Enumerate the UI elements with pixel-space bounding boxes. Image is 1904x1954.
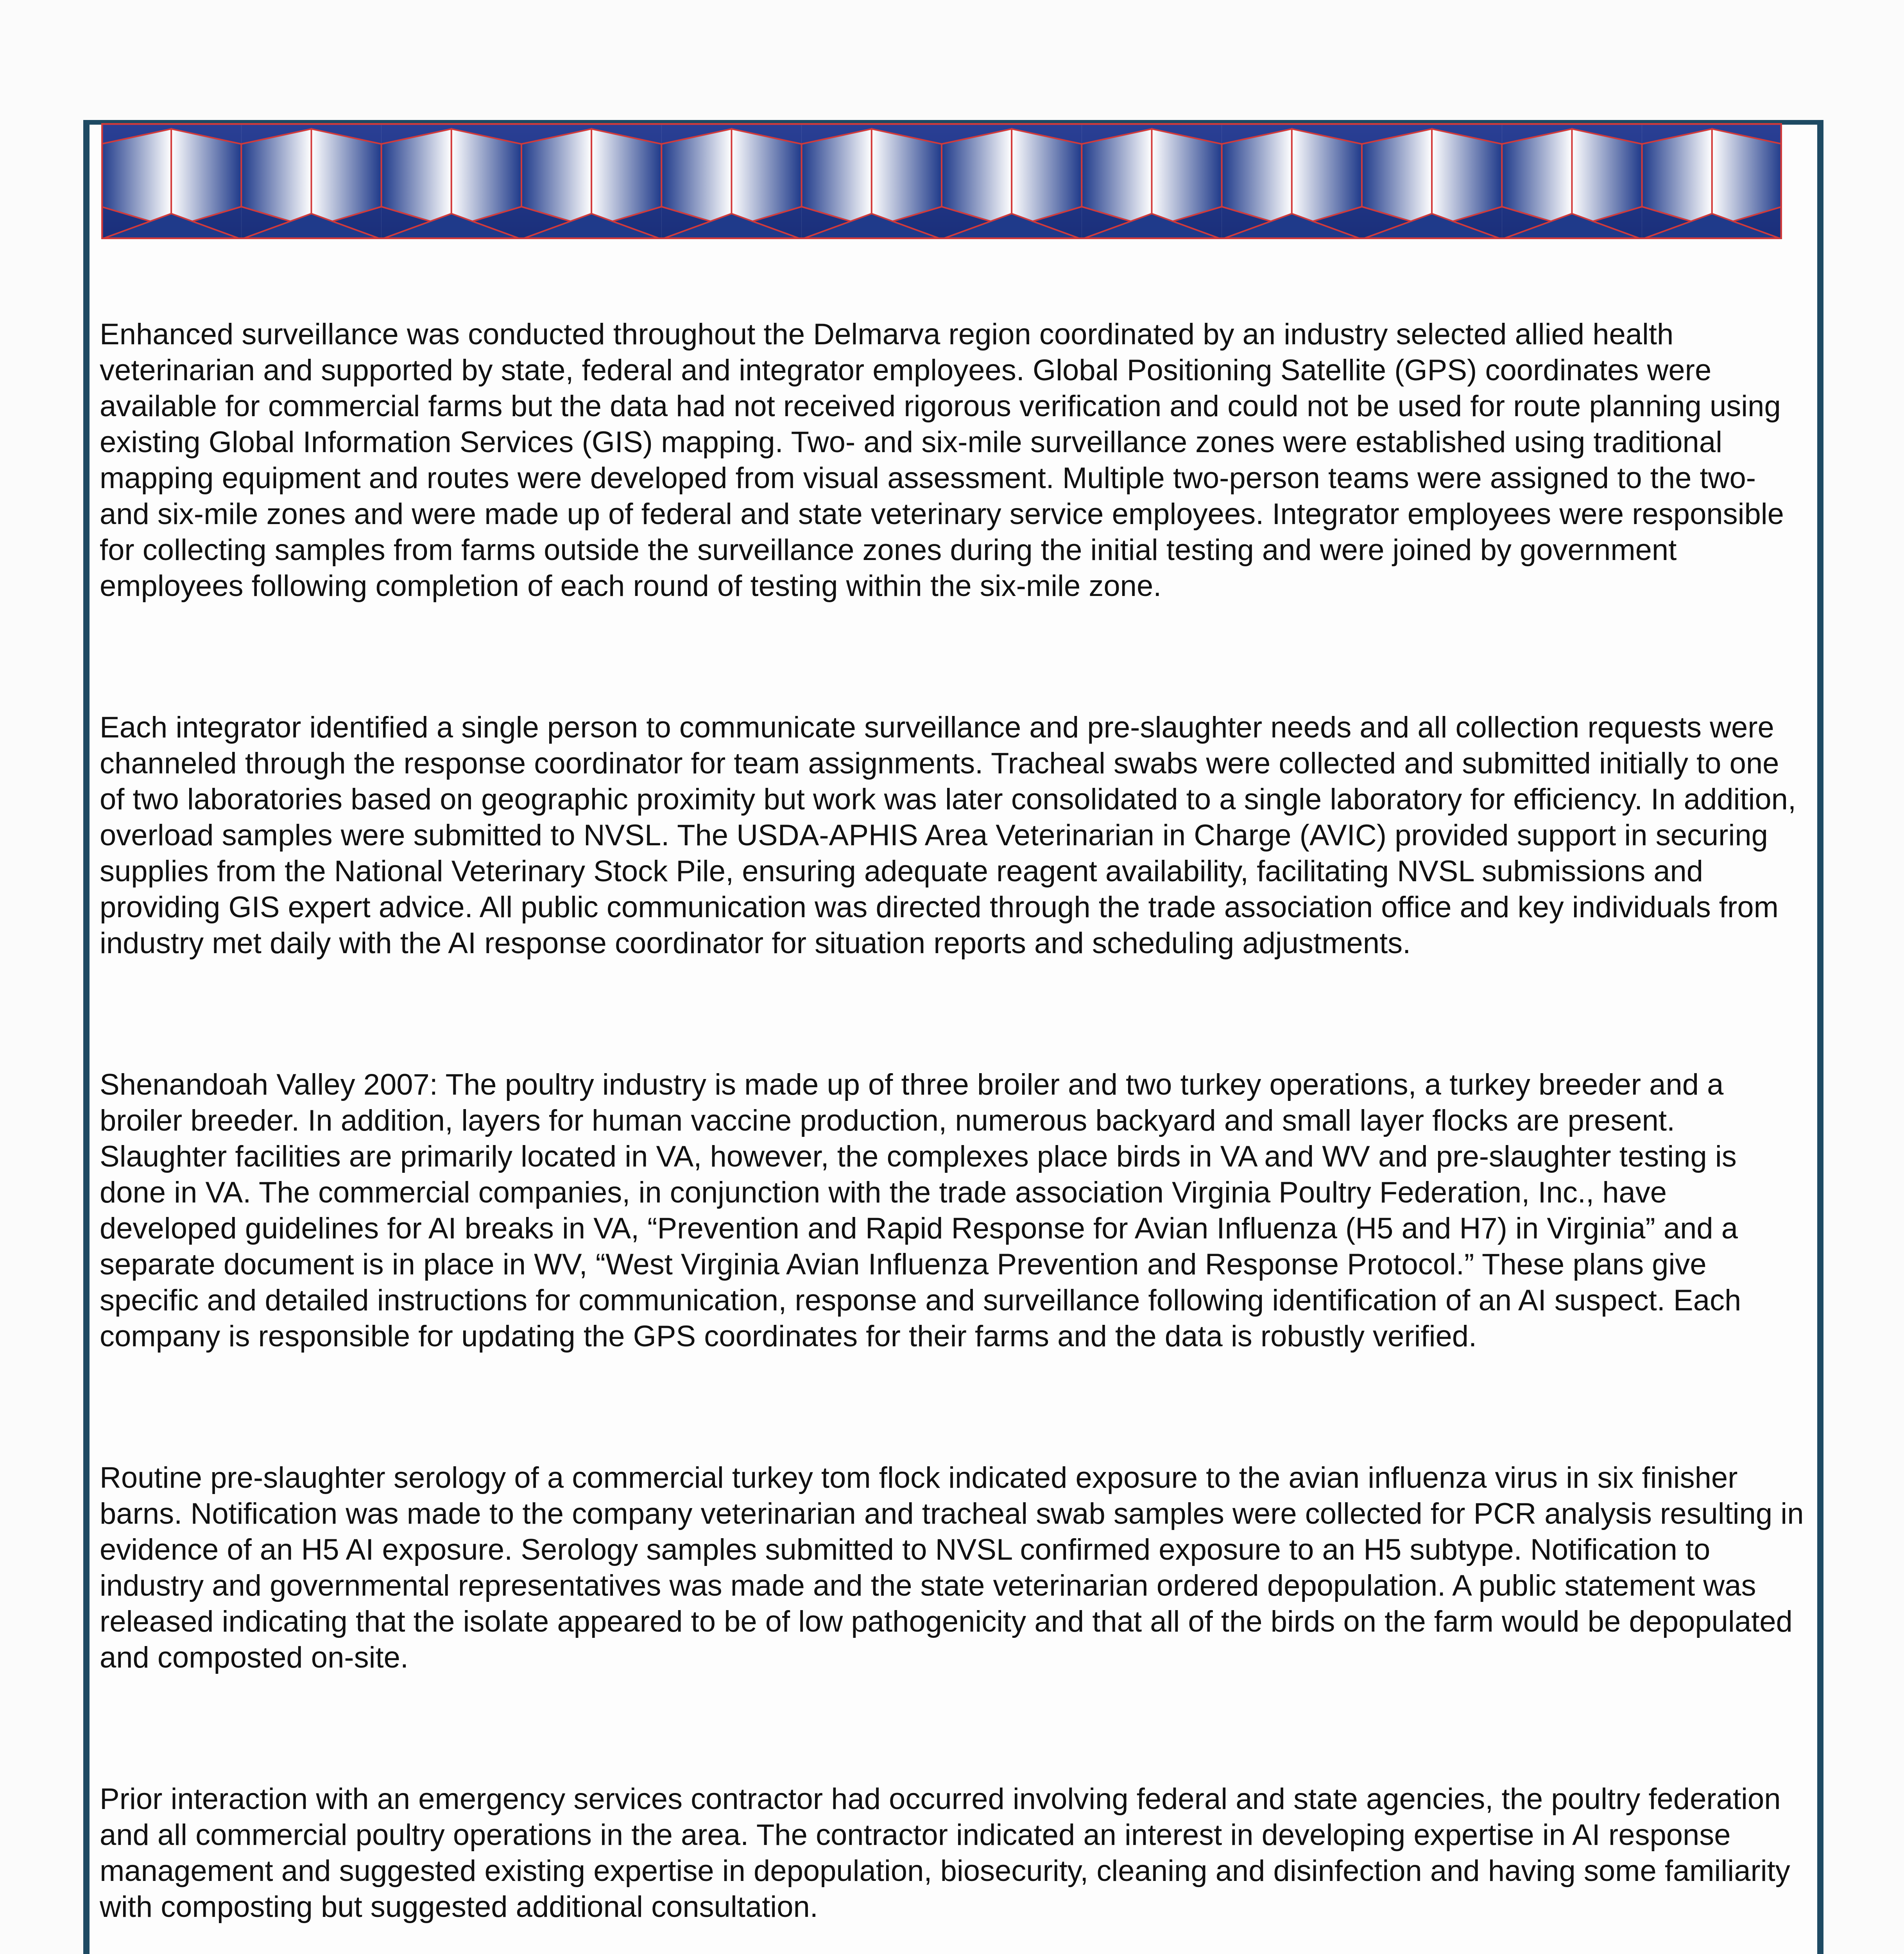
banner-panel — [521, 123, 661, 239]
banner-panel — [382, 123, 521, 239]
banner-panel — [942, 123, 1082, 239]
banner-panel — [661, 123, 801, 239]
paragraph-shenandoah-valley: Shenandoah Valley 2007: The poultry industry is made up of three broiler and two turkey operations, a turkey breeder and a broiler breeder. In addition, layers for human vaccine production, numerous backyard and small layer flocks are present. Slaughter facilities are primarily located in VA, however, the complexes place birds in VA and WV and pre-slaughter testing is done in VA. The commercial companies, in conjunction with the trade association Virginia Poultry Federation, Inc., have developed guidelines for AI breaks in VA, “Prevention and Rapid Response for Avian Influenza (H5 and H7) in Virginia” and a separate document is in place in WV, “West Virginia Avian Influenza Prevention and Response Protocol.” These plans give specific and detailed instructions for communication, response and surveillance following identification of an AI suspect. Each company is responsible for updating the GPS coordinates for their farms and the data is robustly verified. — [100, 1068, 1741, 1353]
banner-panel — [101, 123, 241, 239]
banner-panel — [1642, 123, 1782, 239]
banner-panel — [1222, 123, 1362, 239]
banner-panel — [1082, 123, 1222, 239]
paragraph-preslaughter-serology: Routine pre-slaughter serology of a commercial turkey tom flock indicated exposure to the avian influenza virus in six finisher barns. Notification was made to the company veterinarian and tracheal swab samples were collected for PCR analysis resulting in evidence of an H5 AI exposure. Serology samples submitted to NVSL confirmed exposure to an H5 subtype. Notification to industry and governmental representatives was made and the state veterinarian ordered depopulation. A public statement was released indicating that the isolate appeared to be of low pathogenicity and that all of the birds on the farm would be depopulated and composted on-site. — [100, 1461, 1804, 1674]
banner-panel — [1502, 123, 1642, 239]
banner-panel — [241, 123, 381, 239]
banner-pattern-icon — [101, 123, 1782, 239]
document-body — [100, 317, 1804, 1954]
paragraph-emergency-contractor: Prior interaction with an emergency services contractor had occurred involving federal and state agencies, the poultry federation and all commercial poultry operations in the area. The contractor indicated an interest in developing expertise in AI response management and suggested existing expertise in depopulation, biosecurity, cleaning and disinfection and having some familiarity with composting but suggested additional consultation. — [100, 1782, 1790, 1924]
decorative-banner — [101, 123, 1782, 239]
banner-panel — [1362, 123, 1502, 239]
paragraph-integrator-coordination: Each integrator identified a single person to communicate surveillance and pre-slaughter needs and all collection requests were channeled through the response coordinator for team assignments. Tracheal swabs were collected and submitted initially to one of two laboratories based on geographic proximity but work was later consolidated to a single laboratory for efficiency. In addition, overload samples were submitted to NVSL. The USDA-APHIS Area Veterinarian in Charge (AVIC) provided support in securing supplies from the National Veterinary Stock Pile, ensuring adequate reagent availability, facilitating NVSL submissions and providing GIS expert advice. All public communication was directed through the trade association office and key individuals from industry met daily with the AI response coordinator for situation reports and scheduling adjustments. — [100, 711, 1797, 960]
paragraph-delmarva-surveillance: Enhanced surveillance was conducted throughout the Delmarva region coordinated by an industry selected allied health veterinarian and supported by state, federal and integrator employees. Global Positioning Satellite (GPS) coordinates were available for commercial farms but the data had not received rigorous verification and could not be used for route planning using existing Global Information Services (GIS) mapping. Two- and six-mile surveillance zones were established using traditional mapping equipment and routes were developed from visual assessment. Multiple two-person teams were assigned to the two- and six-mile zones and were made up of federal and state veterinary service employees. Integrator employees were responsible for collecting samples from farms outside the surveillance zones during the initial testing and were joined by government employees following completion of each round of testing within the six-mile zone. — [100, 318, 1784, 603]
banner-panel — [802, 123, 942, 239]
